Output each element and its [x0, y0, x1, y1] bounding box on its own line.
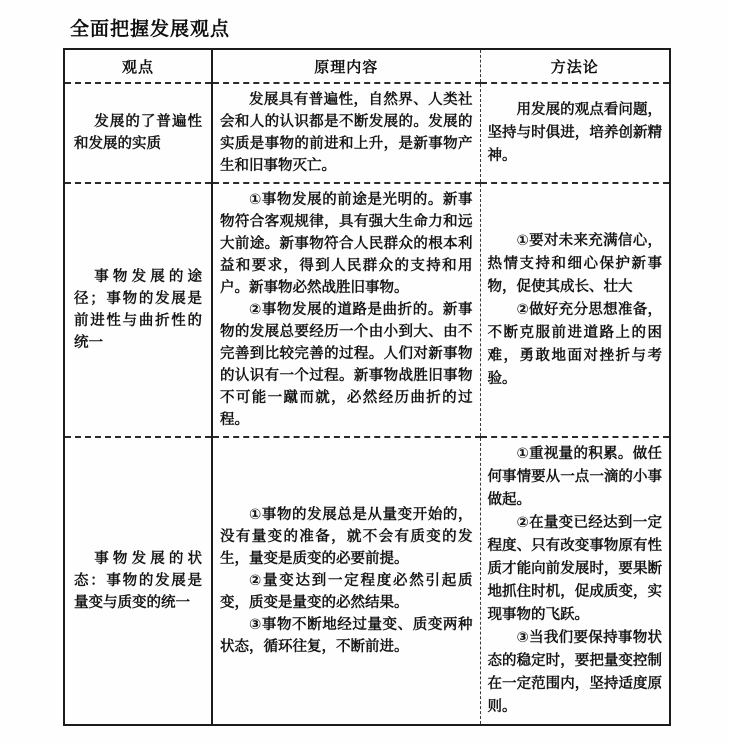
column-header-viewpoint: 观点 — [64, 49, 212, 83]
viewpoint-cell — [64, 437, 212, 725]
viewpoint-text: 事物发展的途径；事物的发展是前进性与曲折性的统一 — [74, 269, 202, 351]
methodology-paragraph: ③当我们要保持事物状态的稳定时，要把量变控制在一定范围内，坚持适度原则。 — [487, 630, 662, 715]
principle-paragraph: ③事物不断地经过量变、质变两种状态，循环往复，不断前进。 — [220, 617, 473, 655]
principle-paragraph: ②事物发展的道路是曲折的。新事物的发展总要经历一个由小到大、由不完善到比较完善的过程。人们对新事物的认识有一个过程。新事物战胜旧事物不可能一蹴而就，必然经历曲折的过程。 — [220, 302, 473, 428]
methodology-paragraph: ①重视量的积累。做任何事情要从一点一滴的小事做起。 — [487, 446, 662, 508]
column-header-methodology: 方法论 — [480, 49, 670, 83]
methodology-paragraph: ②在量变已经达到一定程度、只有改变事物原有性质才能向前发展时，要果断地抓住时机，促成质变，实现事物的飞跃。 — [487, 515, 662, 623]
methodology-paragraph: ②做好充分思想准备，不断克服前进道路上的困难，勇敢地面对挫折与考验。 — [487, 301, 662, 387]
page-title: 全面把握发展观点 — [70, 18, 231, 40]
principle-cell — [212, 83, 480, 183]
principle-paragraph: 发展具有普遍性，自然界、人类社会和人的认识都是不断发展的。发展的实质是事物的前进和上升，是新事物产生和旧事物灭亡。 — [220, 92, 473, 174]
table-row — [64, 83, 670, 183]
viewpoint-cell — [64, 183, 212, 437]
table-row — [64, 437, 670, 725]
principle-paragraph: ②量变达到一定程度必然引起质变，质变是量变的必然结果。 — [220, 573, 473, 611]
methodology-paragraph: 用发展的观点看问题，坚持与时俱进，培养创新精神。 — [487, 101, 662, 164]
methodology-cell — [480, 183, 670, 437]
principle-paragraph: ①事物发展的前途是光明的。新事物符合客观规律，具有强大生命力和远大前途。新事物符合人民群众的根本利益和要求，得到人民群众的支持和用户。新事物必然战胜旧事物。 — [220, 192, 473, 296]
viewpoint-text: 发展的了普遍性和发展的实质 — [74, 114, 202, 152]
table-row — [64, 183, 670, 437]
development-viewpoints-table — [63, 48, 671, 726]
methodology-cell — [480, 83, 670, 183]
column-header-principle: 原理内容 — [212, 49, 480, 83]
methodology-paragraph: ①要对未来充满信心，热情支持和细心保护新事物，促使其成长、壮大 — [487, 232, 662, 295]
methodology-cell — [480, 437, 670, 725]
viewpoint-cell — [64, 83, 212, 183]
principle-paragraph: ①事物的发展总是从量变开始的，没有量变的准备，就不会有质变的发生，量变是质变的必要前提。 — [220, 507, 473, 567]
principle-cell — [212, 183, 480, 437]
header-row — [64, 49, 670, 83]
viewpoint-text: 事物发展的状态：事物的发展是量变与质变的统一 — [74, 551, 202, 611]
principle-cell — [212, 437, 480, 725]
